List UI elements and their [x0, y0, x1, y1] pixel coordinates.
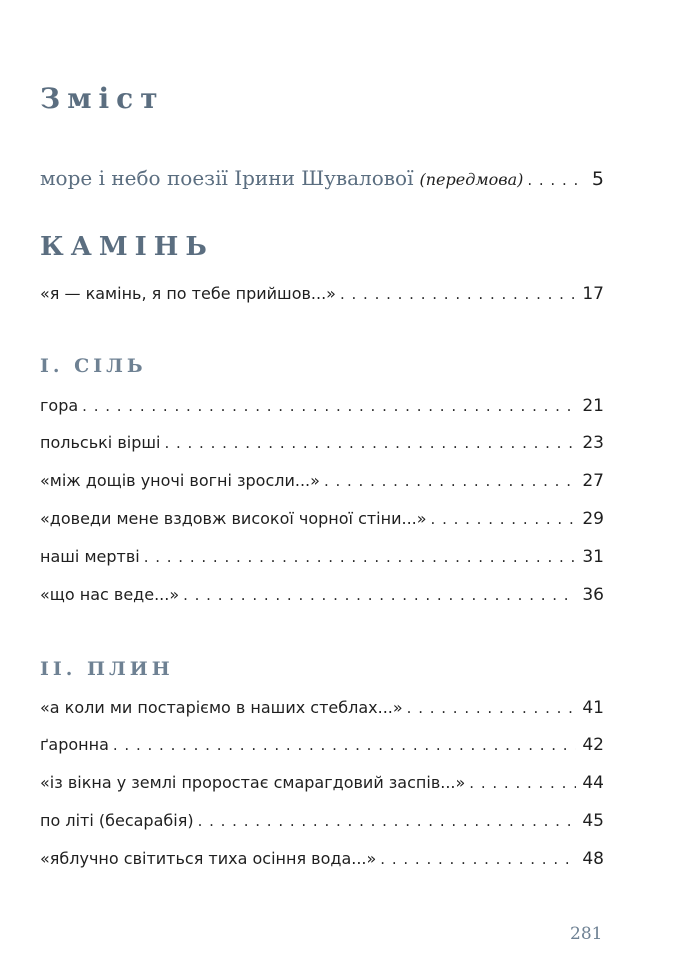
page-number: 45: [582, 811, 604, 831]
page-number: 29: [582, 509, 604, 529]
dot-leader: [144, 548, 577, 566]
preface-note: (передмова): [419, 170, 524, 189]
toc-entry[interactable]: [40, 698, 604, 726]
entry-title: «із вікна у землі проростає смарагдовий заспів...»: [40, 773, 466, 792]
dot-leader: [183, 586, 576, 604]
toc-entry[interactable]: [40, 735, 604, 763]
entry-title: польські вірші: [40, 433, 161, 452]
dot-leader: [340, 285, 576, 303]
toc-entry[interactable]: [40, 284, 604, 312]
toc-entry[interactable]: [40, 849, 604, 877]
page-number: 5: [591, 168, 604, 190]
toc-entry[interactable]: [40, 509, 604, 537]
toc-entry[interactable]: [40, 433, 604, 461]
preface-title: море і небо поезії Ірини Шувалової: [40, 166, 414, 190]
toc-entry[interactable]: [40, 471, 604, 499]
dot-leader: [113, 736, 576, 754]
toc-entry[interactable]: [40, 811, 604, 839]
toc-entry[interactable]: [40, 773, 604, 801]
entry-title: гора: [40, 396, 79, 415]
dot-leader: [164, 434, 576, 452]
toc-entry[interactable]: [40, 585, 604, 613]
toc-entry[interactable]: [40, 547, 604, 575]
dot-leader: [407, 699, 577, 717]
toc-entry-preface[interactable]: [40, 166, 604, 198]
page-number: 27: [582, 471, 604, 491]
dot-leader: [198, 812, 577, 830]
page-number: 23: [582, 433, 604, 453]
page-number: 41: [582, 698, 604, 718]
entry-title: ґаронна: [40, 735, 109, 754]
dot-leader: [469, 774, 576, 792]
dot-leader: [380, 850, 576, 868]
chapter-title: ІІ. ПЛИН: [40, 658, 174, 680]
toc-entry[interactable]: [40, 396, 604, 424]
entry-title: «я — камінь, я по тебе прийшов...»: [40, 284, 336, 303]
entry-title: по літі (бесарабія): [40, 811, 194, 830]
entry-title: «а коли ми постаріємо в наших стеблах...»: [40, 698, 403, 717]
page-number: 44: [582, 773, 604, 793]
page-number: 17: [582, 284, 604, 304]
chapter-title: І. СІЛЬ: [40, 355, 147, 377]
dot-leader: [324, 472, 576, 490]
folio-page-number: 281: [570, 924, 603, 944]
page-number: 42: [582, 735, 604, 755]
dot-leader: [527, 171, 586, 189]
page-number: 48: [582, 849, 604, 869]
entry-title: «що нас веде...»: [40, 585, 180, 604]
entry-title: «доведи мене вздовж високої чорної стіни...»: [40, 509, 427, 528]
page-number: 36: [582, 585, 604, 605]
entry-title: «між дощів уночі вогні зросли...»: [40, 471, 320, 490]
page-number: 21: [582, 396, 604, 416]
page-title: Зміст: [40, 82, 165, 115]
entry-title: «яблучно світиться тиха осіння вода...»: [40, 849, 377, 868]
page-number: 31: [582, 547, 604, 567]
section-title: КАМІНЬ: [40, 232, 214, 262]
entry-title: наші мертві: [40, 547, 140, 566]
dot-leader: [431, 510, 577, 528]
dot-leader: [82, 397, 576, 415]
